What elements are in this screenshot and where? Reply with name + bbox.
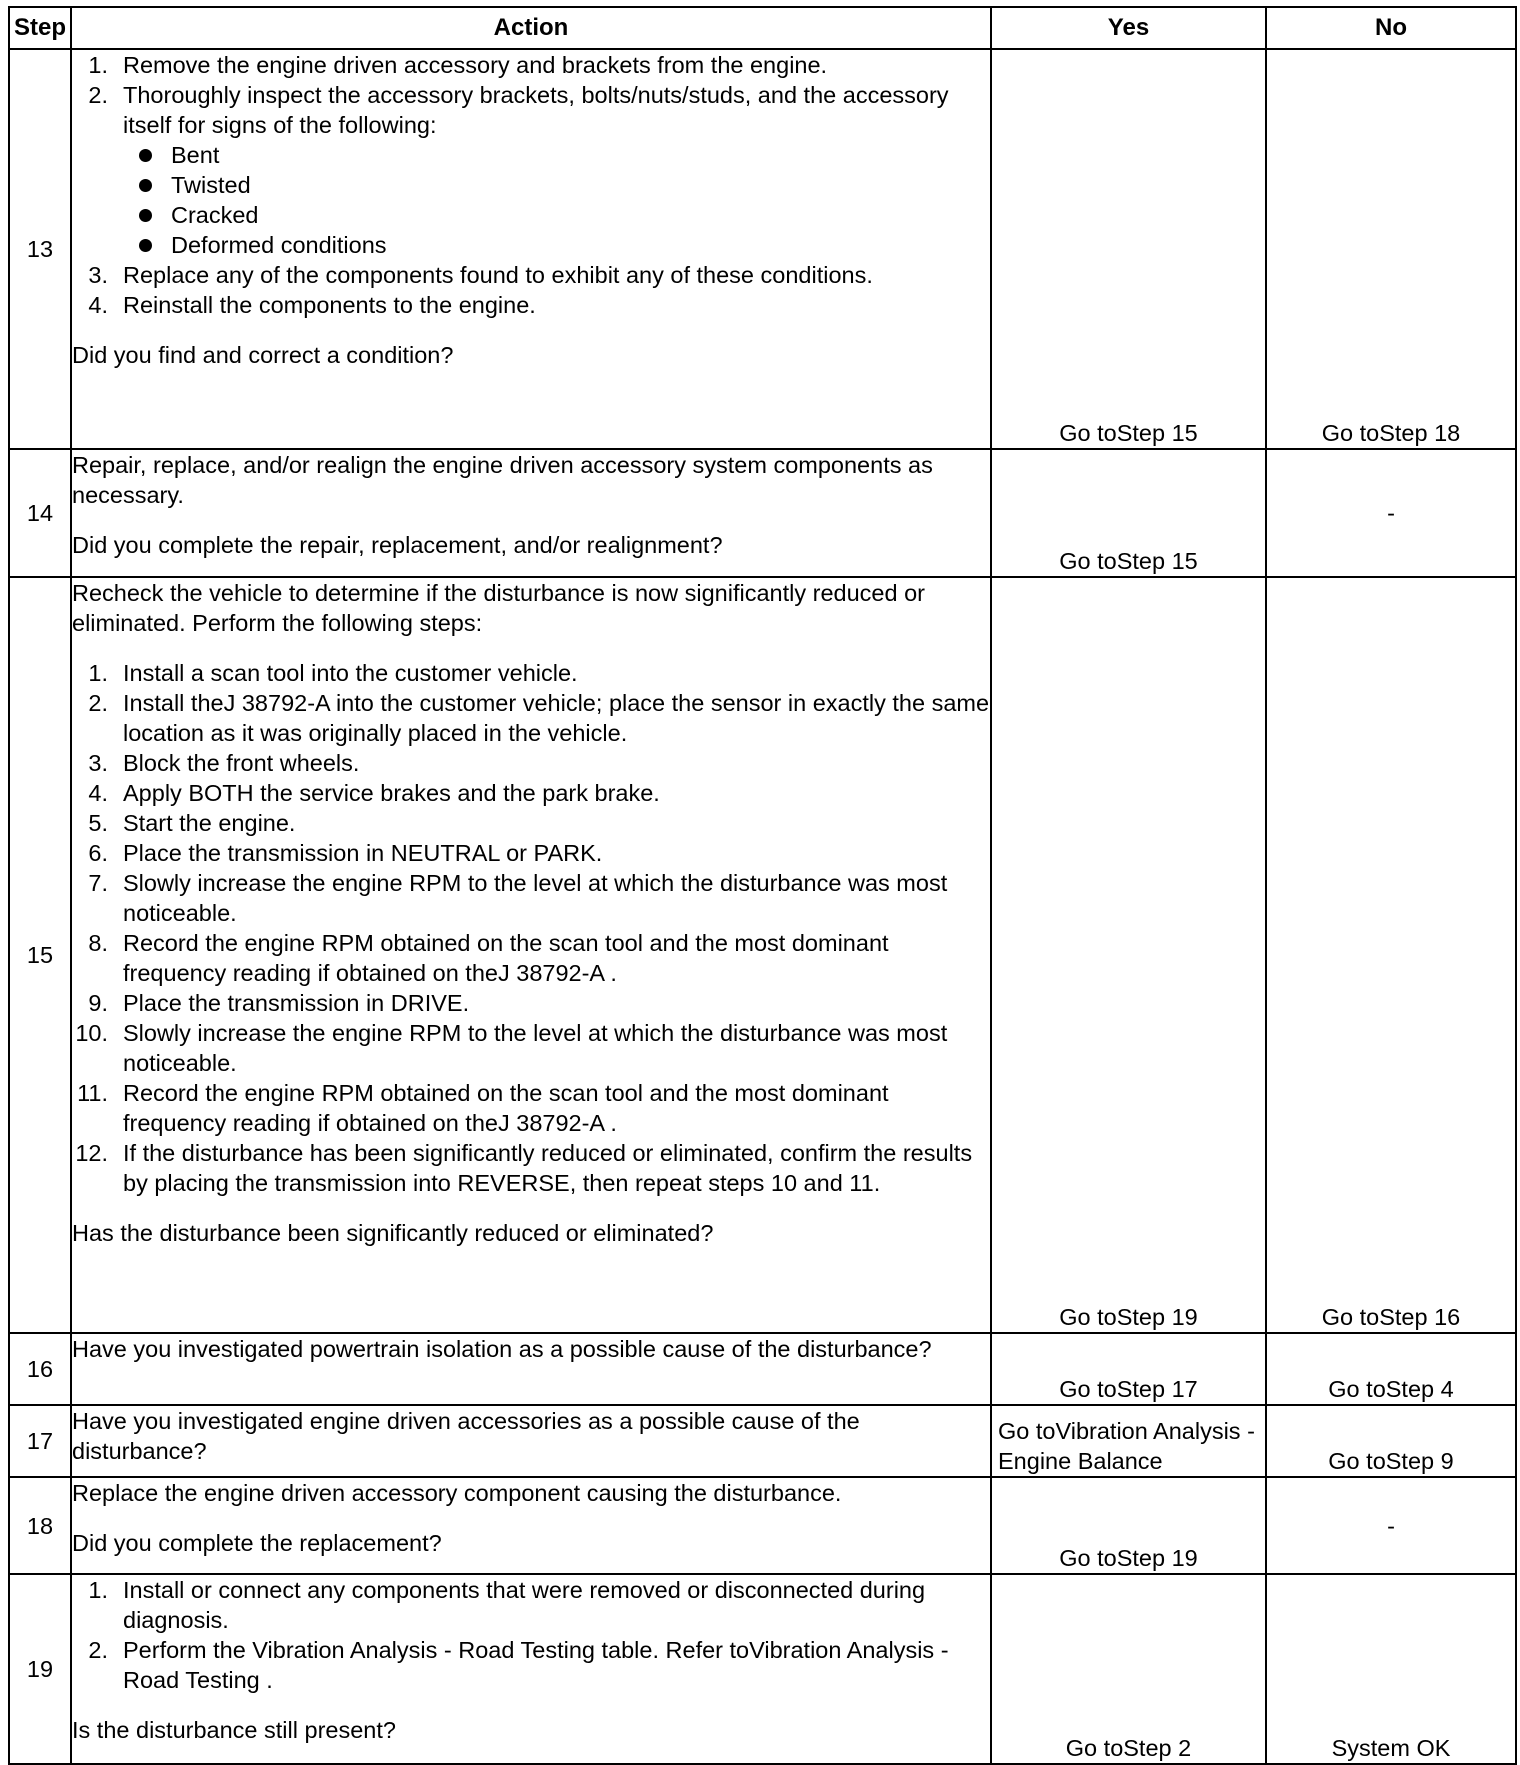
- instruction-list: [72, 658, 990, 1198]
- action-cell: [71, 1405, 991, 1477]
- step-question: Did you find and correct a condition?: [72, 342, 454, 368]
- table-row: [9, 1333, 1516, 1405]
- action-cell: [71, 49, 991, 449]
- bullet-icon: [139, 209, 152, 222]
- yes-link[interactable]: Go toStep 15: [991, 449, 1266, 577]
- list-item: 4. Reinstall the components to the engine.: [88, 292, 536, 318]
- action-cell: [71, 449, 991, 577]
- list-item: 2. Install theJ 38792-A into the customer vehicle; place the sensor in exactly the same location as it was originally placed in the vehicle.: [88, 690, 990, 746]
- step-number: 18: [9, 1477, 71, 1574]
- instruction-list: [72, 50, 990, 140]
- list-item: 4. Apply BOTH the service brakes and the park brake.: [88, 780, 660, 806]
- step-question: Have you investigated engine driven accessories as a possible cause of the disturbance?: [72, 1408, 860, 1464]
- step-intro: Replace the engine driven accessory component causing the disturbance.: [72, 1480, 842, 1506]
- yes-link[interactable]: Go toStep 17: [991, 1333, 1266, 1405]
- bullet-item: Cracked: [72, 200, 990, 230]
- list-item: 1. Install or connect any components that were removed or disconnected during diagnosis.: [88, 1577, 926, 1633]
- yes-link[interactable]: Go toVibration Analysis - Engine Balance: [991, 1405, 1266, 1477]
- list-item: 10. Slowly increase the engine RPM to the level at which the disturbance was most noticeable.: [75, 1020, 948, 1076]
- list-item: 8. Record the engine RPM obtained on the scan tool and the most dominant frequency reading if obtained on theJ 38792-A .: [88, 930, 889, 986]
- list-item: 7. Slowly increase the engine RPM to the level at which the disturbance was most noticeable.: [88, 870, 948, 926]
- table-row: [9, 449, 1516, 577]
- list-item: 2. Perform the Vibration Analysis - Road Testing table. Refer toVibration Analysis - Road Testing .: [88, 1637, 949, 1693]
- yes-link[interactable]: Go toStep 19: [991, 577, 1266, 1333]
- instruction-list: [72, 1575, 990, 1695]
- step-number: 13: [9, 49, 71, 449]
- list-item: 12. If the disturbance has been significantly reduced or eliminated, confirm the results by placing the transmission into REVERSE, then repeat steps 10 and 11.: [75, 1140, 973, 1196]
- table-row: [9, 1477, 1516, 1574]
- bullet-item: Twisted: [72, 170, 990, 200]
- bullet-icon: [139, 149, 152, 162]
- no-value: System OK: [1266, 1574, 1516, 1764]
- step-number: 16: [9, 1333, 71, 1405]
- step-question: Did you complete the replacement?: [72, 1530, 442, 1556]
- yes-link[interactable]: Go toStep 19: [991, 1477, 1266, 1574]
- instruction-list: [72, 260, 990, 320]
- diagnostic-steps-table: [8, 6, 1517, 1765]
- step-intro: Repair, replace, and/or realign the engine driven accessory system components as necessary.: [72, 452, 933, 508]
- list-item: 6. Place the transmission in NEUTRAL or PARK.: [88, 840, 603, 866]
- action-cell: [71, 1333, 991, 1405]
- header-yes: Yes: [991, 7, 1266, 49]
- yes-link[interactable]: Go toStep 15: [991, 49, 1266, 449]
- action-cell: [71, 577, 991, 1333]
- table-row: [9, 49, 1516, 449]
- step-number: 17: [9, 1405, 71, 1477]
- no-link[interactable]: Go toStep 9: [1266, 1405, 1516, 1477]
- no-link[interactable]: Go toStep 4: [1266, 1333, 1516, 1405]
- yes-link[interactable]: Go toStep 2: [991, 1574, 1266, 1764]
- bullet-item: Bent: [72, 140, 990, 170]
- table-row: [9, 577, 1516, 1333]
- bullet-icon: [139, 239, 152, 252]
- step-number: 14: [9, 449, 71, 577]
- step-question: Have you investigated powertrain isolation as a possible cause of the disturbance?: [72, 1336, 932, 1362]
- action-cell: [71, 1477, 991, 1574]
- list-item: 9. Place the transmission in DRIVE.: [88, 990, 470, 1016]
- header-no: No: [1266, 7, 1516, 49]
- no-link[interactable]: Go toStep 16: [1266, 577, 1516, 1333]
- header-step: Step: [9, 7, 71, 49]
- table-row: [9, 1405, 1516, 1477]
- list-item: 11. Record the engine RPM obtained on the scan tool and the most dominant frequency reading if obtained on theJ 38792-A .: [77, 1080, 889, 1136]
- action-cell: [71, 1574, 991, 1764]
- step-question: Is the disturbance still present?: [72, 1717, 396, 1743]
- table-header-row: [9, 7, 1516, 49]
- header-action: Action: [71, 7, 991, 49]
- step-number: 19: [9, 1574, 71, 1764]
- step-intro: Recheck the vehicle to determine if the disturbance is now significantly reduced or eliminated. Perform the following steps:: [72, 580, 925, 636]
- no-value: -: [1266, 1477, 1516, 1574]
- no-value: -: [1266, 449, 1516, 577]
- list-item: 1. Install a scan tool into the customer vehicle.: [88, 660, 578, 686]
- no-link[interactable]: Go toStep 18: [1266, 49, 1516, 449]
- list-item: 2. Thoroughly inspect the accessory brackets, bolts/nuts/studs, and the accessory itself for signs of the following:: [88, 82, 949, 138]
- step-question: Has the disturbance been significantly reduced or eliminated?: [72, 1220, 714, 1246]
- bullet-item: Deformed conditions: [72, 230, 990, 260]
- step-number: 15: [9, 577, 71, 1333]
- bullet-icon: [139, 179, 152, 192]
- list-item: 3. Replace any of the components found to exhibit any of these conditions.: [88, 262, 873, 288]
- list-item: 1. Remove the engine driven accessory and brackets from the engine.: [88, 52, 828, 78]
- condition-bullet-list: [72, 140, 990, 260]
- step-question: Did you complete the repair, replacement, and/or realignment?: [72, 532, 723, 558]
- list-item: 3. Block the front wheels.: [88, 750, 360, 776]
- table-row: [9, 1574, 1516, 1764]
- list-item: 5. Start the engine.: [88, 810, 296, 836]
